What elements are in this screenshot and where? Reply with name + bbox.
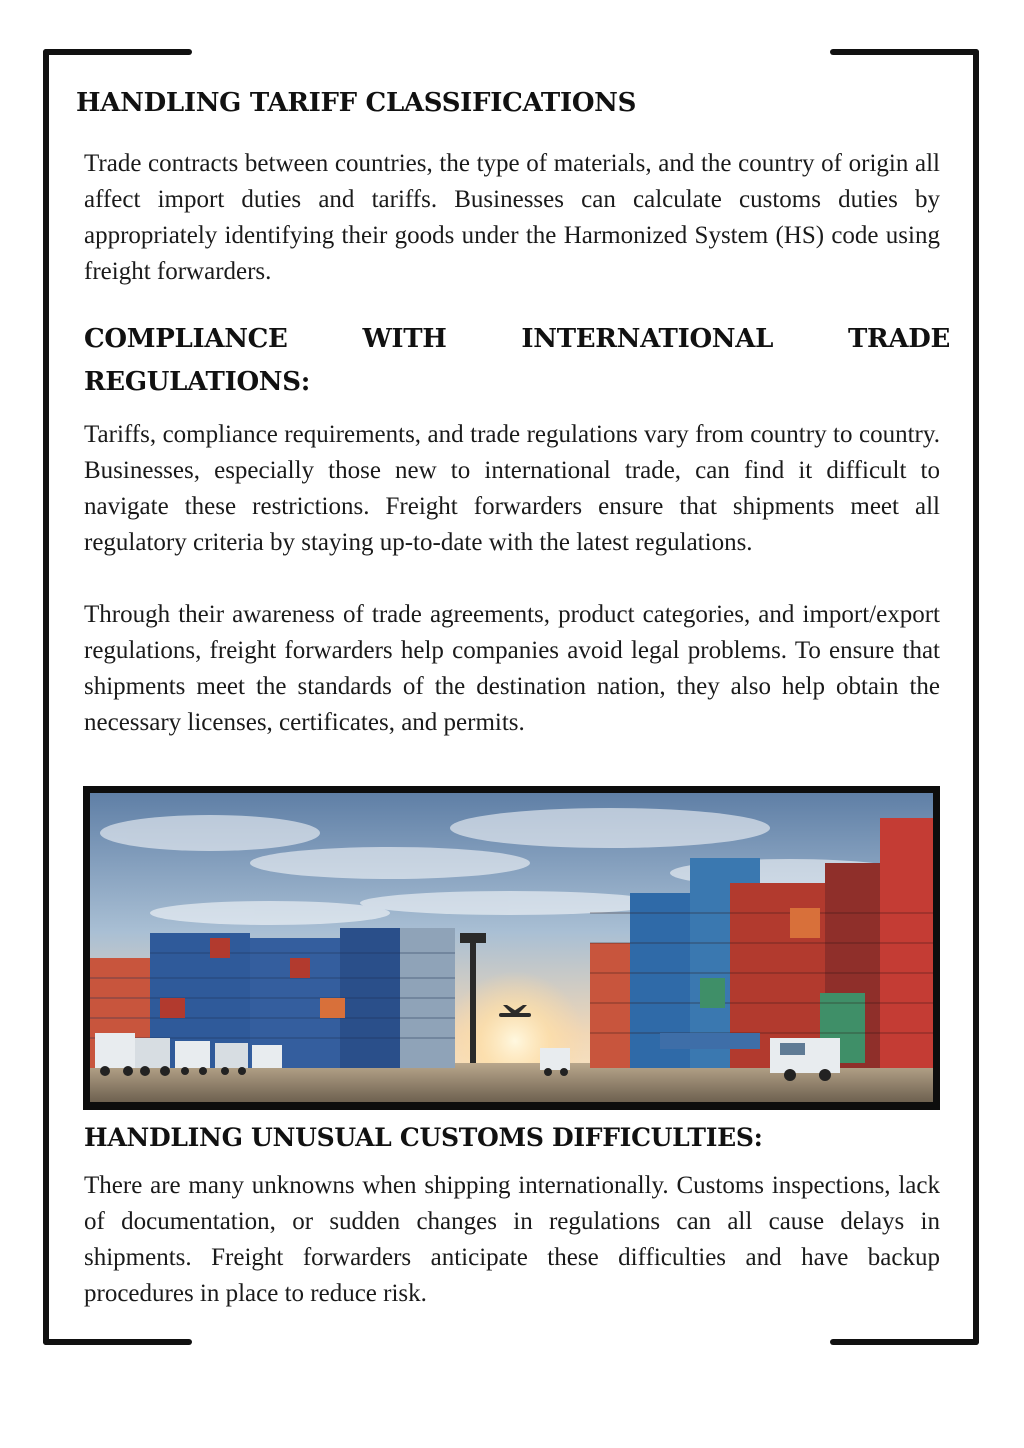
- frame-top-right-bracket: [830, 49, 979, 55]
- compliance-paragraph-2: Through their awareness of trade agreements, product categories, and import/export regulations, freight forwarders help companies avoid legal problems. To ensure that shipments meet the standards of the destination nation, they also help obtain the necessary licenses, certificates, and permits.: [84, 601, 940, 736]
- port-photo: [83, 786, 940, 1110]
- frame-bottom-left-bracket: [43, 1339, 192, 1345]
- customs-paragraph: There are many unknowns when shipping internationally. Customs inspections, lack of documentation, or sudden changes in regulations can all cause delays in shipments. Freight forwarders anticipate these difficulties and have backup procedures in place to reduce risk.: [84, 1172, 940, 1307]
- frame-bottom-right-bracket: [830, 1339, 979, 1345]
- tariff-heading: HANDLING TARIFF CLASSIFICATIONS: [76, 88, 637, 118]
- compliance-heading: COMPLIANCE WITH INTERNATIONAL TRADE REGULATIONS:: [84, 324, 950, 397]
- frame-top-left-bracket: [43, 49, 192, 55]
- customs-heading: HANDLING UNUSUAL CUSTOMS DIFFICULTIES:: [84, 1123, 763, 1152]
- container-port-illustration: [90, 793, 933, 1102]
- tariff-paragraph: Trade contracts between countries, the type of materials, and the country of origin all affect import duties and tariffs. Businesses can calculate customs duties by appropriately identifying their goods under the Harmonized System (HS) code using freight forwarders.: [84, 150, 940, 285]
- frame-right-edge: [973, 49, 979, 1345]
- frame-left-edge: [43, 49, 49, 1345]
- compliance-paragraph-1: Tariffs, compliance requirements, and trade regulations vary from country to country. Businesses, especially those new to international trade, can find it difficult to navigate these restrictions. Freight forwarders ensure that shipments meet all regulatory criteria by staying up-to-date with the latest regulations.: [84, 421, 940, 556]
